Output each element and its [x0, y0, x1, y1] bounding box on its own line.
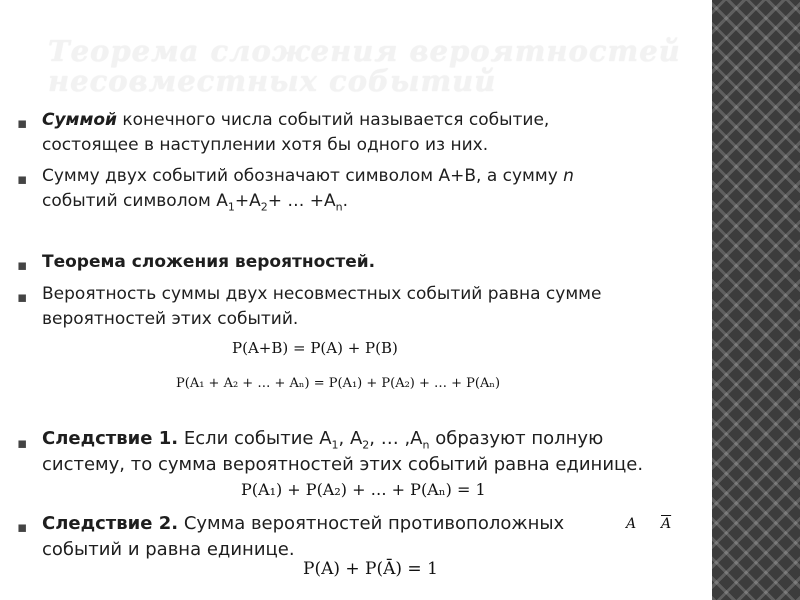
bullet-marker: ▪ — [17, 114, 28, 132]
formula-full-group: P(A₁) + P(A₂) + … + P(Aₙ) = 1 — [241, 480, 486, 499]
symbol-event-a-complement: $\overline{A}$ — [661, 516, 672, 532]
formula-sum-two-events: P(A+B) = P(A) + P(B) — [232, 339, 398, 357]
bullet-corollary-1: Следствие 1. Если событие $А_1$, $А_2$, … $,А_n$ образуют полную систему, то сумма вероятностей этих событий равна единице. — [42, 428, 644, 475]
slide-title — [48, 36, 708, 96]
bullet-theorem-heading: Теорема сложения вероятностей. — [42, 252, 376, 272]
bullet-sum-definition: Суммой конечного числа событий называется событие, состоящее в наступлении хотя бы одного из них. — [42, 110, 550, 155]
bullet-marker: ▪ — [17, 170, 28, 188]
symbol-event-a: A — [626, 516, 637, 532]
bullet-marker: ▪ — [17, 288, 28, 306]
formula-complement-sum: P(A) + P(Ā) = 1 — [303, 559, 438, 579]
bullet-corollary-2: Следствие 2. Сумма вероятностей противоположных событий и равна единице. — [42, 513, 565, 560]
decorative-pattern-strip — [712, 0, 800, 600]
term-sum: Суммой — [42, 110, 117, 130]
bullet-sum-notation: Сумму двух событий обозначают символом А+В, а сумму n событий символом $А_1+А_2+$ … $+А_n$. — [42, 166, 574, 214]
slide-title-line-1: Теорема сложения вероятностей — [48, 34, 681, 68]
bullet-marker: ▪ — [17, 256, 28, 274]
corollary-2-label: Следствие 2. — [42, 513, 179, 534]
bullet-theorem-statement: Вероятность суммы двух несовместных событий равна сумме вероятностей этих событий. — [42, 284, 602, 329]
corollary-1-label: Следствие 1. — [42, 428, 179, 449]
formula-sum-n-events: P(A₁ + A₂ + … + Aₙ) = P(A₁) + P(A₂) + … + P(Aₙ) — [176, 376, 501, 391]
bullet-marker: ▪ — [17, 518, 28, 536]
slide-title-line-2: несовместных событий — [48, 64, 497, 98]
bullet-marker: ▪ — [17, 434, 28, 452]
